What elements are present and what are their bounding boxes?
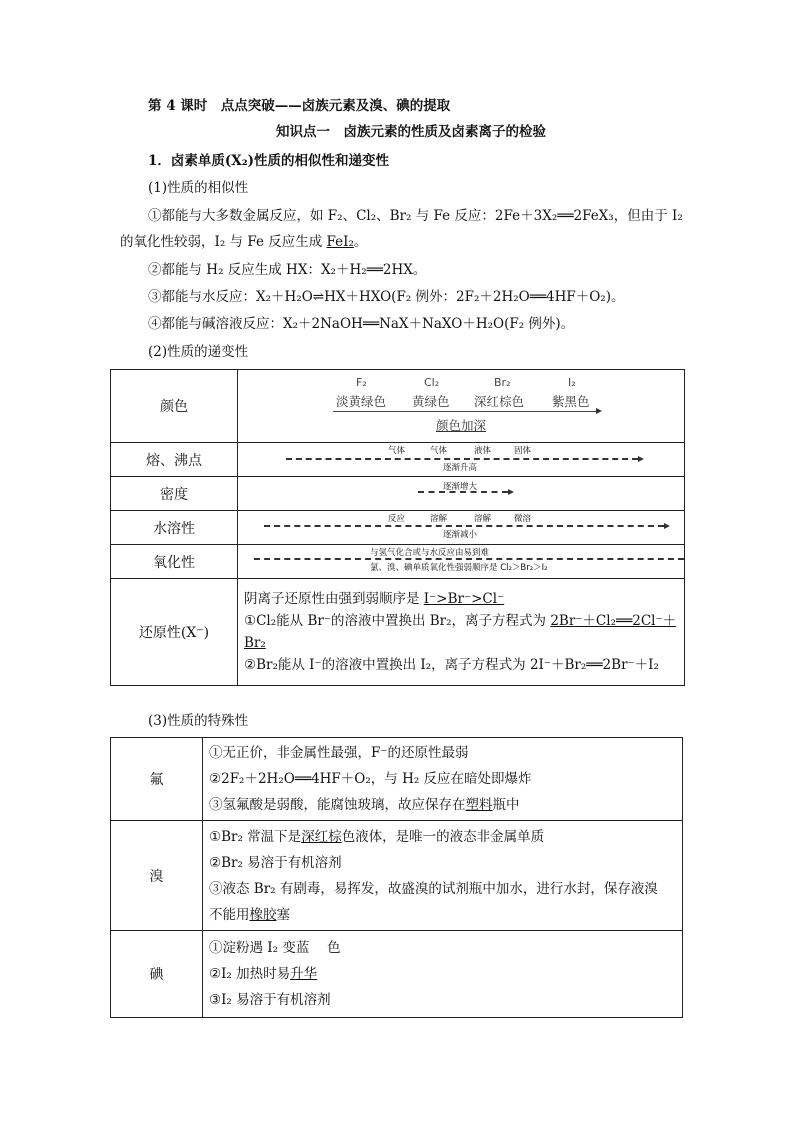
melting-dash-line (286, 458, 638, 460)
solubility-cell (238, 511, 685, 545)
sublimation-answer: 升华 (290, 966, 318, 982)
solubility-cl2: 溶解 (430, 514, 448, 524)
bromine-line-4 (209, 902, 676, 928)
fluorine-line-1: ①无正价，非金属性最强，F⁻的还原性最弱 (209, 745, 469, 761)
element-f2: F₂ (356, 376, 367, 389)
reduction-order-answer: I⁻>Br⁻>Cl⁻ (423, 591, 505, 607)
bromine-line-1-end: 色液体，是唯一的液态非金属单质 (341, 828, 545, 845)
state-i2: 固体 (514, 446, 532, 456)
row-label-oxidation: 氧化性 (111, 545, 238, 579)
table-row-bromine (111, 821, 683, 931)
fluorine-line-2: ②2F₂＋2H₂O══4HF＋O₂，与 H₂ 反应在暗处即爆炸 (209, 771, 532, 787)
table-row-color (111, 370, 685, 443)
reduction-line-2 (244, 610, 678, 632)
row-label-melting: 熔、沸点 (111, 443, 238, 477)
row-label-density: 密度 (111, 477, 238, 511)
color-cl2: 黄绿色 (412, 394, 450, 409)
arrowhead-icon (664, 523, 670, 529)
color-i2: 紫黑色 (552, 394, 590, 409)
bromine-line-1 (209, 824, 676, 850)
bromine-line-4-text: 不能用 (209, 906, 250, 923)
oxidation-diagram (238, 545, 684, 578)
subheading-similarity: (1)性质的相似性 (148, 180, 249, 196)
paragraph-2: ②都能与 H₂ 反应生成 HX：X₂＋H₂══2HX。 (148, 262, 427, 278)
paragraph-1b-text: 的氧化性较弱，I₂ 与 Fe 反应生成 (120, 234, 327, 250)
solubility-i2: 微溶 (514, 514, 532, 524)
subheading-special: (3)性质的特殊性 (148, 713, 249, 729)
bromine-line-1-text: ①Br₂ 常温下是 (209, 828, 302, 845)
cl2-displacement-text: ①Cl₂能从 Br⁻的溶液中置换出 Br₂，离子方程式为 (244, 613, 551, 629)
color-trend-arrow (333, 411, 598, 412)
solubility-trend-label: 逐渐减小 (443, 530, 478, 540)
oxidation-order-label: 氯、溴、碘单质氧化性强弱顺序是 Cl₂＞Br₂＞I₂ (370, 563, 548, 573)
fluorine-line-3-end: 瓶中 (492, 797, 520, 813)
plastic-answer: 塑料 (465, 797, 493, 813)
arrowhead-icon (508, 489, 514, 495)
oxidation-top-label: 与氢气化合或与水反应由易到难 (370, 548, 490, 558)
fluorine-line-3-text: ③氢氟酸是弱酸，能腐蚀玻璃，故应保存在 (209, 797, 466, 813)
paragraph-4: ④都能与碱溶液反应：X₂＋2NaOH══NaX＋NaXO＋H₂O(F₂ 例外)。 (148, 316, 575, 332)
color-cell (238, 370, 685, 443)
table-row-oxidation (111, 545, 685, 579)
row-label-fluorine: 氟 (111, 738, 203, 821)
paragraph-1b-end: 。 (353, 234, 368, 250)
solubility-br2: 溶解 (474, 514, 492, 524)
oxidation-dash-line (254, 558, 684, 560)
density-trend-label: 逐渐增大 (443, 482, 478, 492)
density-dash-line (418, 491, 508, 493)
density-diagram (238, 477, 684, 510)
solubility-f2: 反应 (388, 514, 406, 524)
reduction-line-4: ②Br₂能从 I⁻的溶液中置换出 I₂，离子方程式为 2I⁻＋Br₂══2Br⁻＋I₂ (244, 657, 659, 673)
special-property-table (110, 737, 683, 1018)
paragraph-3: ③都能与水反应：X₂＋H₂O⇌HX＋HXO(F₂ 例外：2F₂＋2H₂O══4HF＋O₂)。 (148, 289, 625, 305)
element-br2: Br₂ (494, 376, 511, 389)
table-row-fluorine (111, 738, 683, 821)
arrowhead-icon (638, 456, 644, 462)
color-diagram (238, 370, 684, 442)
row-label-iodine: 碘 (111, 931, 203, 1018)
bromine-line-3: ③液态 Br₂ 有剧毒，易挥发，故盛溴的试剂瓶中加水，进行水封，保存液溴 (209, 880, 658, 897)
fei2-answer: FeI₂ (326, 234, 354, 250)
melting-trend-label: 逐渐升高 (443, 463, 478, 473)
oxidation-cell (238, 545, 685, 579)
iodine-line-2-text: ②I₂ 加热时易 (209, 966, 291, 982)
color-f2: 淡黄绿色 (336, 394, 387, 409)
row-label-bromine: 溴 (111, 821, 203, 931)
reduction-cell (238, 579, 685, 686)
solubility-diagram (238, 511, 684, 544)
reduction-order-text: 阴离子还原性由强到弱顺序是 (244, 591, 424, 607)
bromine-cell (203, 821, 683, 931)
element-i2: I₂ (568, 376, 576, 389)
iodine-cell (203, 931, 683, 1018)
state-br2: 液体 (474, 446, 492, 456)
table-row-reduction (111, 579, 685, 686)
knowledge-point-title: 知识点一 卤族元素的性质及卤素离子的检验 (276, 124, 546, 140)
density-cell (238, 477, 685, 511)
fluorine-line-3 (209, 792, 676, 818)
paragraph-1a: ①都能与大多数金属反应，如 F₂、Cl₂、Br₂ 与 Fe 反应：2Fe＋3X₂══2FeX₃，但由于 I₂ (148, 208, 683, 224)
melting-cell (238, 443, 685, 477)
table-row-solubility (111, 511, 685, 545)
paragraph-1b (120, 233, 367, 251)
table-row-melting (111, 443, 685, 477)
lesson-title: 第 4 课时 点点突破——卤族元素及溴、碘的提取 (148, 98, 451, 114)
rubber-answer: 橡胶 (249, 906, 277, 923)
bromine-line-4-end: 塞 (276, 906, 290, 923)
reduction-line-3 (244, 632, 678, 654)
bromine-line-2: ②Br₂ 易溶于有机溶剂 (209, 854, 342, 871)
color-trend-label: 颜色加深 (436, 418, 487, 433)
row-label-color: 颜色 (111, 370, 238, 443)
solubility-dash-line (264, 525, 664, 527)
melting-diagram (238, 443, 684, 476)
row-label-reduction: 还原性(X⁻) (111, 579, 238, 686)
subheading-gradient: (2)性质的递变性 (148, 344, 249, 360)
section-heading: 1．卤素单质(X₂)性质的相似性和递变性 (148, 153, 390, 169)
arrowhead-icon (596, 408, 602, 414)
iodine-line-3: ③I₂ 易溶于有机溶剂 (209, 992, 331, 1008)
table-row-iodine (111, 931, 683, 1018)
table-row-density (111, 477, 685, 511)
state-f2: 气体 (388, 446, 406, 456)
property-gradient-table (110, 369, 685, 686)
iodine-line-2 (209, 961, 676, 987)
deep-red-brown-answer: 深红棕 (301, 828, 342, 845)
row-label-solubility: 水溶性 (111, 511, 238, 545)
color-br2: 深红棕色 (474, 394, 525, 409)
fluorine-cell (203, 738, 683, 821)
state-cl2: 气体 (430, 446, 448, 456)
cl2-equation-answer-end: Br₂ (244, 635, 266, 651)
reduction-line-1 (244, 588, 678, 610)
element-cl2: Cl₂ (424, 376, 440, 389)
cl2-equation-answer: 2Br⁻＋Cl₂══2Cl⁻＋ (550, 613, 677, 629)
iodine-line-1: ①淀粉遇 I₂ 变蓝 色 (209, 940, 341, 956)
